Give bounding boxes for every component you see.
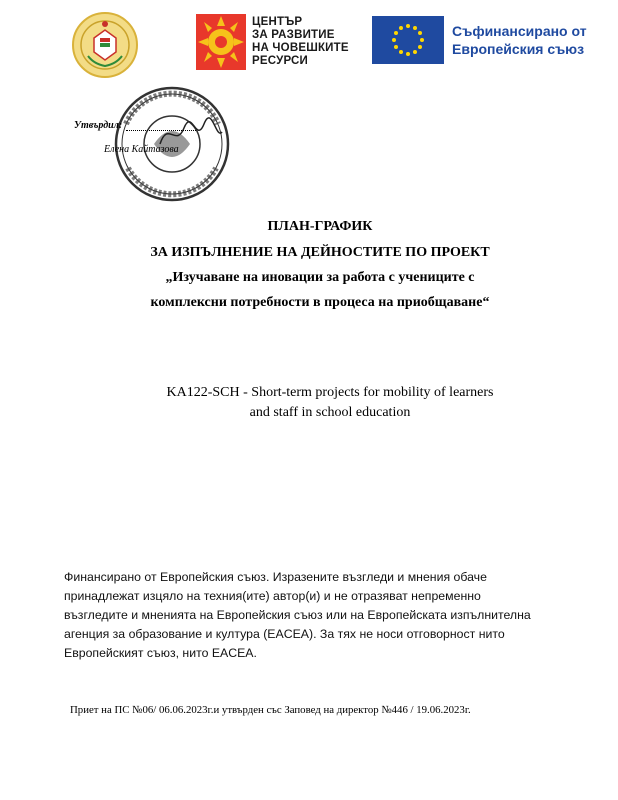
eu-flag-icon [372,16,444,64]
title-line-3: „Изучаване на иновации за работа с учениците с [165,270,475,285]
hr-center-logo [196,14,356,72]
school-emblem-icon [72,12,138,78]
approval-block [70,84,270,204]
eu-cofunded-logo [372,16,612,72]
program-name [120,383,540,423]
title-line-2: ЗА ИЗПЪЛНЕНИЕ НА ДЕЙНОСТИТЕ ПО ПРОЕКТ [150,245,490,260]
program-line-2: and staff in school education [249,405,411,420]
approve-label: Утвърдил: [74,120,123,131]
title-line-4: комплексни потребности в процеса на приобщаване“ [150,295,490,310]
eu-cofunded-text: Съфинансирано от Европейския съюз [452,23,587,57]
program-line-1: KA122-SCH - Short-term projects for mobility of learners [166,385,494,400]
sun-pattern-icon [196,14,246,70]
approver-name: Елена Кайтазова [104,144,179,155]
adoption-note: Приет на ПС №06/ 06.06.2023г.и утвърден със Заповед на директор №446 / 19.06.2023г. [70,704,471,716]
header-logos [0,8,618,78]
document-title [60,214,580,315]
eu-disclaimer: Финансирано от Европейския съюз. Изразените възгледи и мнения обаче принадлежат изцяло на техния(ите) автор(и) и не отразяват непременно възгледите и мненията на Европейския съюз или на Европейската изпълнителна агенция за образование и култура (EACEA). За тях не носи отговорност нито Европейският съюз, нито EACEA. [64,570,531,660]
title-line-1: ПЛАН-ГРАФИК [267,219,373,234]
hr-center-name: ЦЕНТЪР ЗА РАЗВИТИЕ НА ЧОВЕШКИТЕ РЕСУРСИ [252,16,349,67]
signature-line [126,130,196,131]
